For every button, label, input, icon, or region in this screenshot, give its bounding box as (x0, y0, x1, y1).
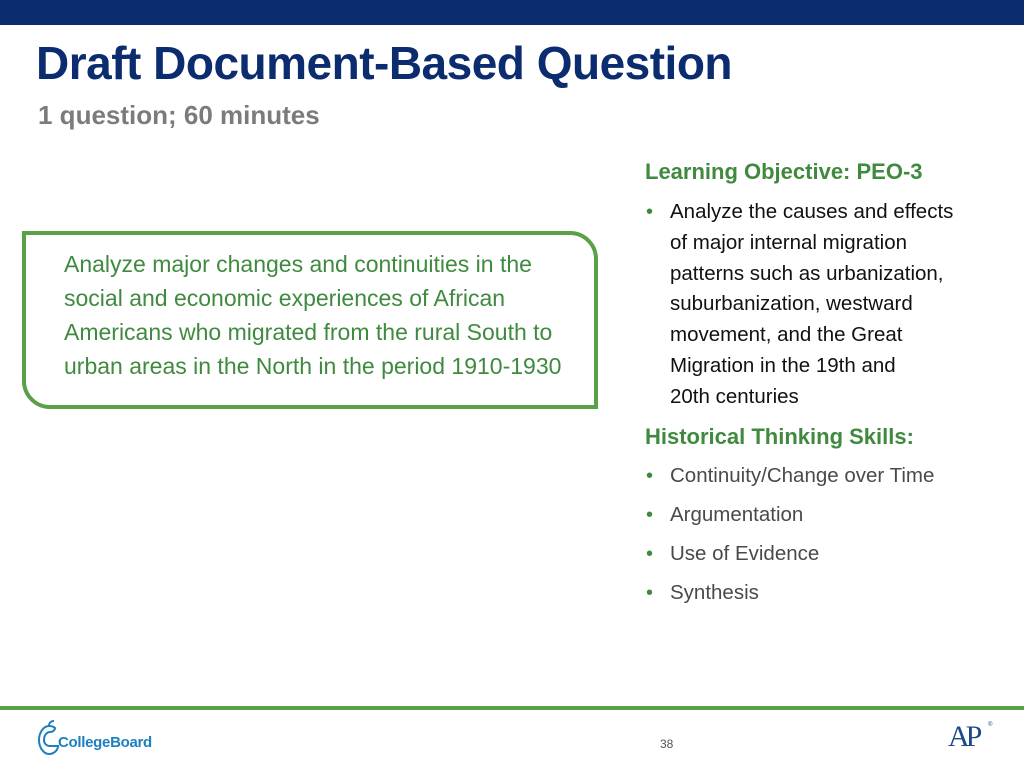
footer-divider (0, 706, 1024, 710)
objective-item (645, 197, 1005, 413)
objective-line: of major internal migration (670, 230, 907, 254)
slide-subtitle: 1 question; 60 minutes (38, 100, 320, 130)
collegeboard-wordmark: CollegeBoard (58, 734, 152, 751)
skill-item (645, 461, 1005, 491)
objective-line: patterns such as urbanization, (670, 261, 944, 285)
skills-list (645, 461, 1005, 608)
objective-line: 20th centuries (670, 384, 799, 408)
objective-line: Analyze the causes and effects (670, 200, 954, 223)
skill-item (645, 500, 1005, 530)
objective-line: movement, and the Great (670, 323, 903, 347)
learning-objective-heading: Learning Objective: PEO-3 (645, 159, 923, 184)
ap-wordmark: AP (948, 720, 979, 753)
registered-mark: ® (988, 722, 993, 728)
bullet-icon: • (646, 542, 654, 565)
question-text: Analyze major changes and continuities in the social and economic experiences of African Americans who migrated from the rural South to urban areas in the North in the period 1910-1930 (64, 251, 562, 379)
objective-list (645, 197, 1005, 413)
skill-label: Synthesis (670, 580, 759, 604)
bullet-icon: • (646, 464, 654, 487)
thinking-skills-heading: Historical Thinking Skills: (645, 423, 914, 449)
bullet-icon: • (646, 581, 654, 604)
bullet-icon: • (646, 503, 654, 526)
slide-title: Draft Document-Based Question (36, 37, 733, 89)
ap-logo (948, 720, 994, 754)
skill-label: Use of Evidence (670, 541, 820, 565)
objective-line: Migration in the 19th and (670, 353, 896, 377)
question-box (22, 231, 598, 409)
skill-label: Argumentation (670, 502, 804, 526)
skill-item (645, 578, 1005, 608)
bullet-icon: • (646, 201, 654, 223)
collegeboard-logo (36, 718, 186, 762)
skill-item (645, 539, 1005, 569)
objective-line: suburbanization, westward (670, 292, 913, 316)
skill-label: Continuity/Change over Time (670, 463, 935, 487)
top-banner (0, 0, 1024, 25)
objectives-panel (645, 156, 1005, 617)
page-number: 38 (660, 737, 674, 751)
